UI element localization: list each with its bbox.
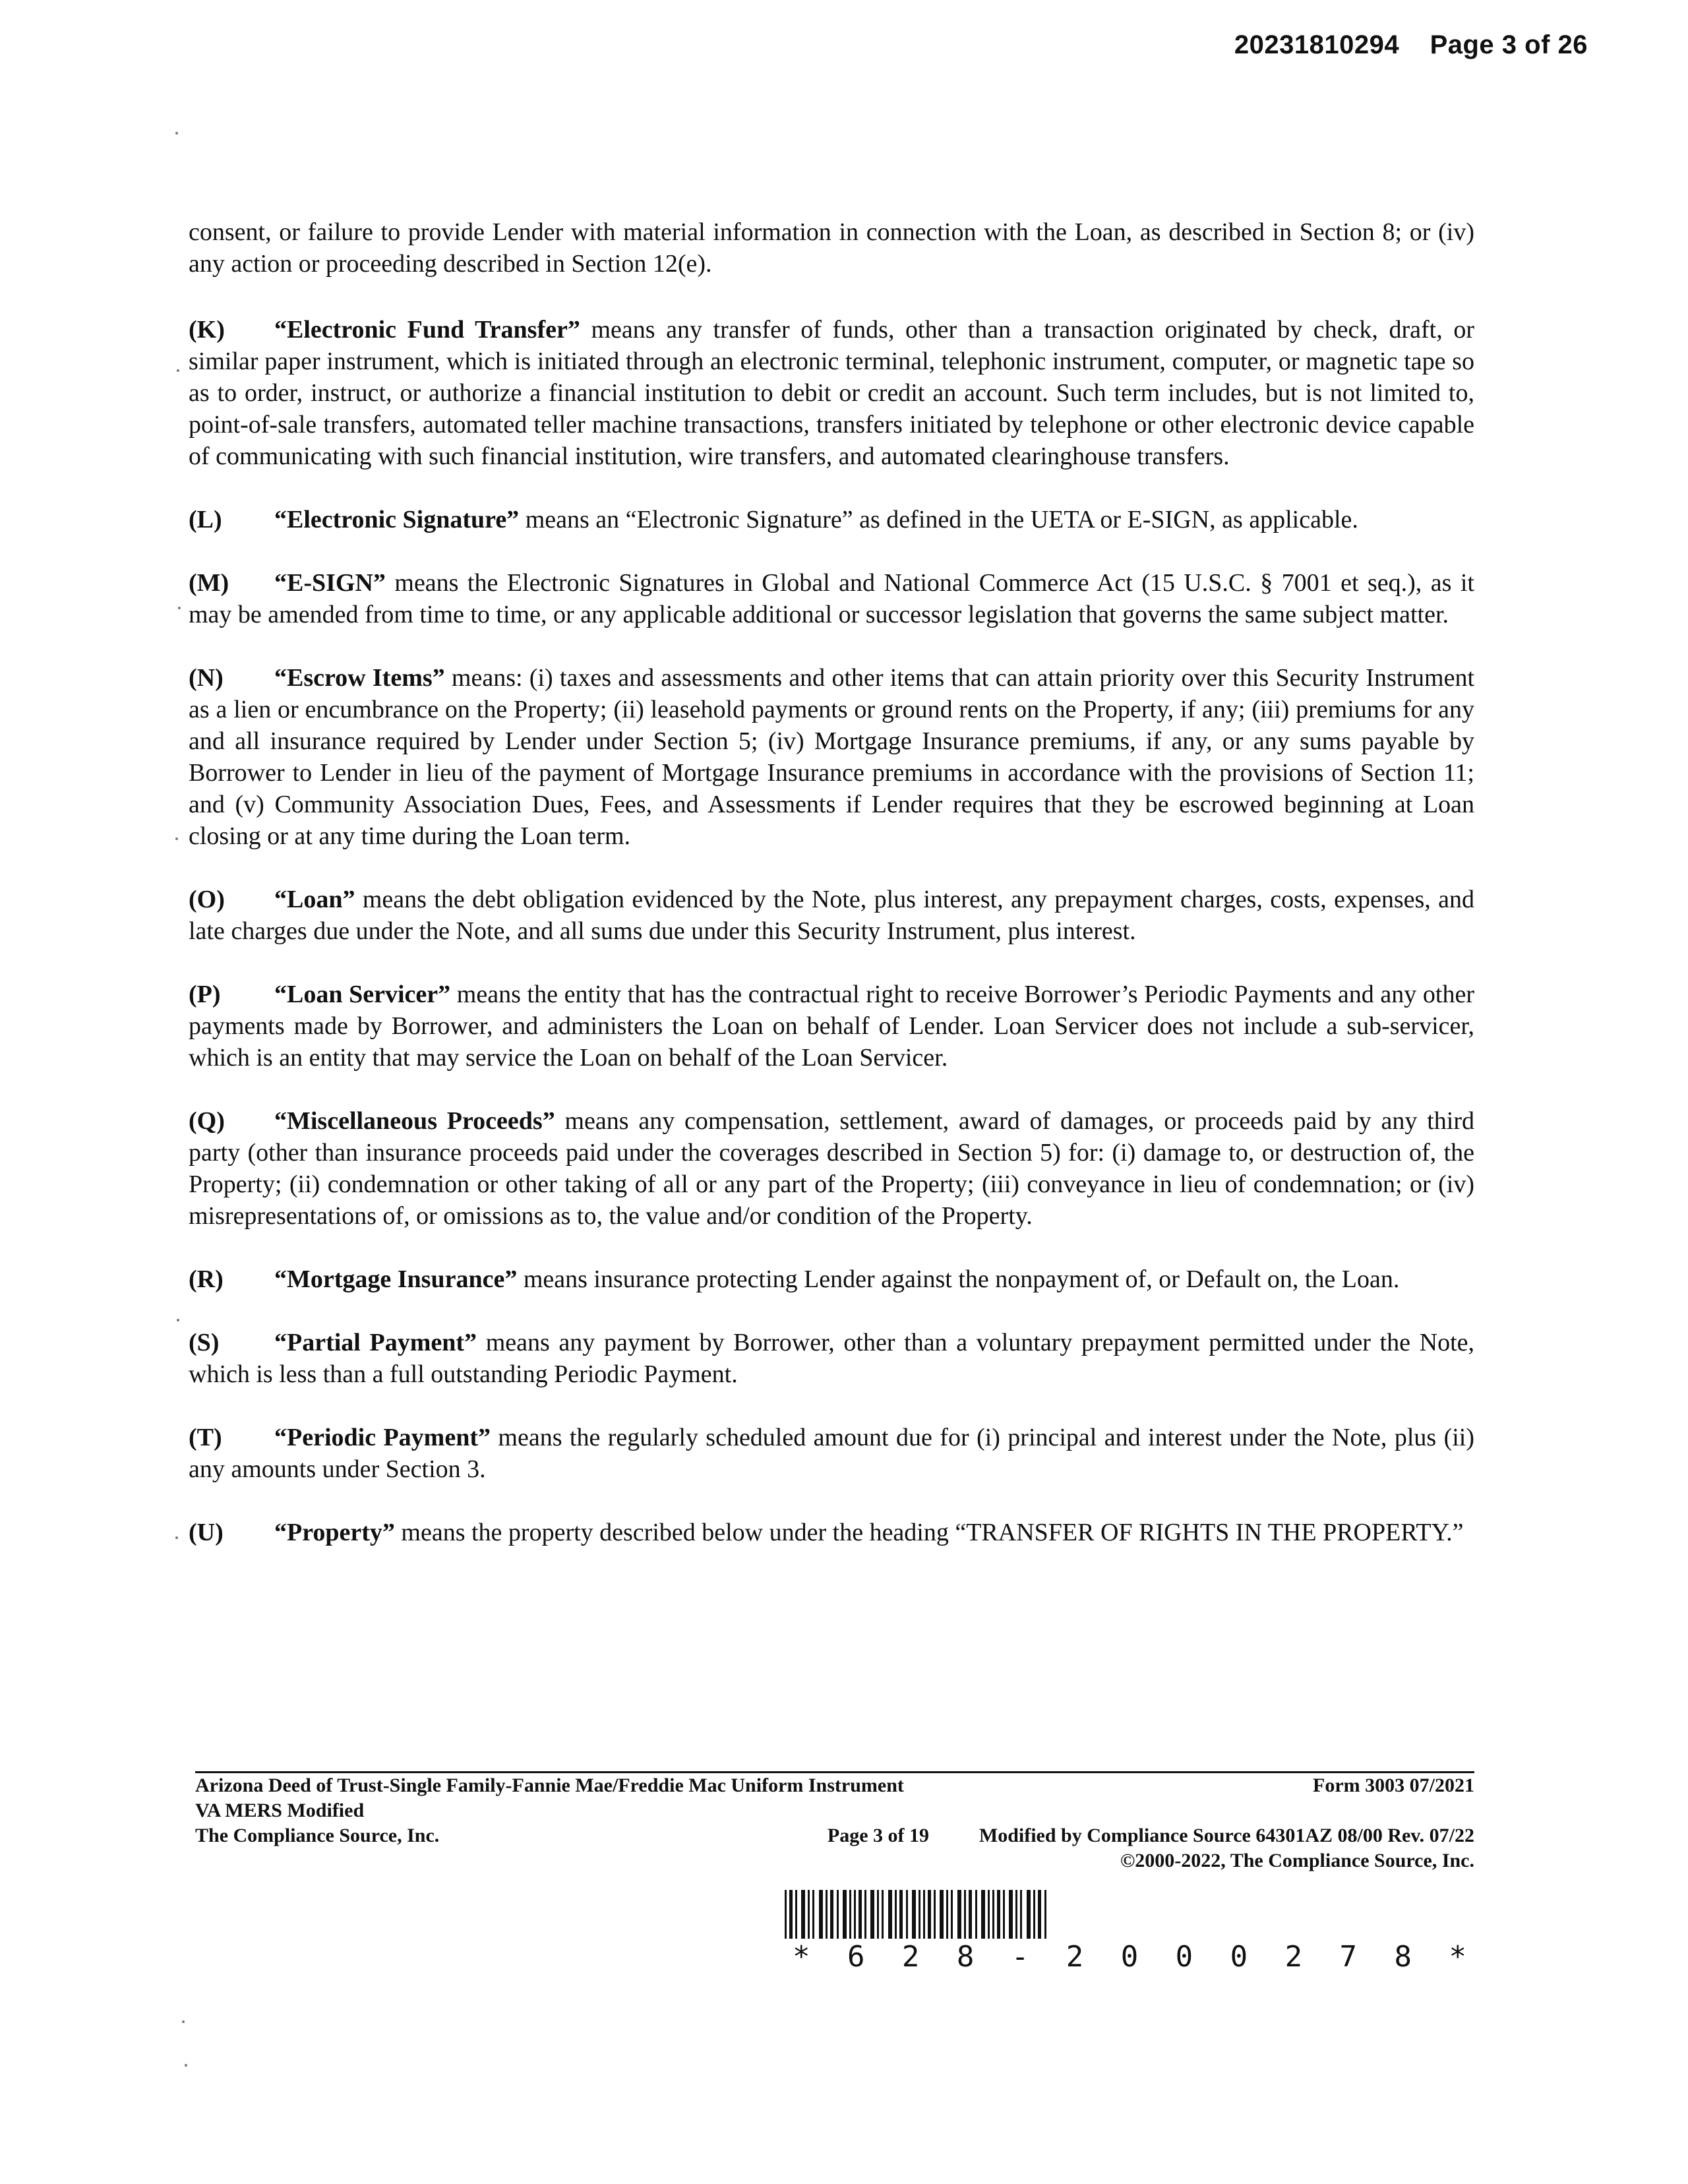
definition-term: “E-SIGN” [274,569,386,597]
definition-item [189,1327,1474,1390]
scan-speck [185,2064,187,2067]
form-title: Arizona Deed of Trust-Single Family-Fannie Mae/Freddie Mac Uniform Instrument [195,1774,904,1796]
definition-term: “Mortgage Insurance” [274,1265,518,1293]
barcode-char: 2 [1066,1940,1084,1974]
definition-letter: (N) [189,664,224,692]
barcode-bar [895,1890,897,1939]
barcode-bar [808,1890,810,1939]
barcode-bar [997,1890,1000,1939]
barcode-bar [859,1890,862,1939]
barcode-char: 8 [956,1940,975,1974]
barcode-bar [1009,1890,1013,1939]
barcode-bar [923,1890,925,1939]
definition-item [189,1517,1474,1548]
definition-text: means the Electronic Signatures in Global and National Commerce Act (15 U.S.C. § 7001 et seq.), as it may be amended from time to time, or any applicable additional or successor legislation that governs the same subject matter. [189,569,1474,628]
barcode-bar [1003,1890,1005,1939]
barcode-char: 2 [901,1940,920,1974]
barcode-bar [957,1890,961,1939]
definition-letter: (L) [189,506,222,533]
barcode-bar [785,1890,787,1939]
barcode-char: 7 [1339,1940,1358,1974]
definition-item [189,1422,1474,1485]
scan-speck [175,132,178,135]
barcode-bar [912,1890,916,1939]
barcode-bar [919,1890,920,1939]
definition-text: means: (i) taxes and assessments and other items that can attain priority over this Security Instrument as a lien or encumbrance on the Property; (ii) leasehold payments or ground rents on the Property, if any; (iii) premiums for any and all insurance required by Lender under Section 5; (iv) Mortgage Insurance premiums, if any, or any sums payable by Borrower to Lender in lieu of the payment of Mortgage Insurance premiums in accordance with the provisions of Section 11; and (v) Community Association Dues, Fees, and Assessments if Lender requires that they be escrowed beginning at Loan closing or at any time during the Loan term. [189,664,1474,850]
definition-text: means the debt obligation evidenced by the Note, plus interest, any prepayment charges, costs, expenses, and late charges due under the Note, and all sums due under this Security Instrument, plus interest. [189,886,1474,945]
definition-item [189,884,1474,947]
barcode-char: 0 [1230,1940,1248,1974]
barcode-bar [826,1890,828,1939]
barcode-bar [975,1890,977,1939]
barcode-bar [906,1890,908,1939]
definition-text: means any compensation, settlement, award of damages, or proceeds paid by any third party (other than insurance proceeds paid under the coverages described in Section 5) for: (i) damage to, or destruction of, the Property; (ii) condemnation or other taking of all or any part of the Property; (iii) conveyance in lieu of condemnation; or (iv) misrepresentations of, or omissions as to, the value and/or condition of the Property. [189,1107,1474,1230]
definition-item [189,567,1474,630]
barcode-bar [870,1890,874,1939]
barcode-bar [837,1890,839,1939]
definition-text: means the entity that has the contractual right to receive Borrower’s Periodic Payments and any other payments made by Borrower, and administers the Loan on behalf of Lender. Loan Servicer does not include a sub-servicer, which is an entity that may service the Loan on behalf of the Loan Servicer. [189,981,1474,1072]
barcode-bar [928,1890,931,1939]
document-page-number [1234,30,1588,60]
barcode-bar [849,1890,851,1939]
barcode-bar [795,1890,797,1939]
barcode-bar [812,1890,814,1939]
definition-letter: (R) [189,1265,224,1293]
barcode-bar [1033,1890,1035,1939]
definition-term: “Periodic Payment” [274,1424,491,1451]
scan-speck [175,1536,178,1539]
definition-letter: (Q) [189,1107,225,1135]
definition-item [189,1263,1474,1295]
document-body [189,216,1474,1580]
document-number: 20231810294 [1234,30,1400,59]
barcode-bar [877,1890,879,1939]
barcode-bar [1015,1890,1017,1939]
definition-text: means insurance protecting Lender against the nonpayment of, or Default on, the Loan. [517,1265,1400,1293]
footer-page-number: Page 3 of 19 [827,1825,930,1846]
barcode-bar [789,1890,793,1939]
barcode-bar [854,1890,856,1939]
definition-text: means any payment by Borrower, other than a voluntary prepayment permitted under the Note, which is less than a full outstanding Periodic Payment. [189,1329,1474,1388]
barcode-text [785,1940,1474,1974]
scan-speck [177,1319,179,1321]
definition-term: “Loan” [274,886,355,913]
definition-term: “Escrow Items” [274,664,445,692]
scan-speck [175,837,178,840]
barcode-char: * [1449,1940,1466,1974]
definition-letter: (K) [189,316,225,344]
barcode-bar [951,1890,953,1939]
modified-by: Modified by Compliance Source 64301AZ 08/00 Rev. 07/22 [979,1825,1474,1846]
barcode-bars [785,1890,1474,1939]
barcode [785,1890,1474,1974]
barcode-bar [864,1890,866,1939]
definition-text: means the property described below under the heading “TRANSFER OF RIGHTS IN THE PROPERTY.” [394,1519,1464,1546]
barcode-bar [981,1890,985,1939]
definitions-list [189,314,1474,1548]
barcode-bar [1027,1890,1031,1939]
barcode-char: 2 [1284,1940,1303,1974]
barcode-bar [1038,1890,1041,1939]
definition-text: means an “Electronic Signature” as defined in the UETA or E-SIGN, as applicable. [519,506,1358,533]
barcode-bar [940,1890,944,1939]
definition-letter: (U) [189,1519,224,1546]
definition-letter: (S) [189,1329,220,1356]
continuation-paragraph: consent, or failure to provide Lender with material information in connection with the Loan, as described in Section 8; or (iv) any action or proceeding described in Section 12(e). [189,218,1474,278]
definition-letter: (T) [189,1424,222,1451]
page-label: Page 3 of 26 [1430,30,1588,59]
barcode-bar [964,1890,966,1939]
scan-speck [177,369,179,372]
barcode-bar [992,1890,994,1939]
definition-term: “Loan Servicer” [274,981,451,1008]
barcode-bar [882,1890,884,1939]
barcode-bar [934,1890,936,1939]
barcode-bar [1044,1890,1046,1939]
definition-text: means the regularly scheduled amount due for (i) principal and interest under the Note, plus (ii) any amounts under Section 3. [189,1424,1474,1483]
definition-term: “Property” [274,1519,395,1546]
barcode-bar [843,1890,847,1939]
definition-term: “Electronic Signature” [274,506,520,533]
barcode-char: 6 [847,1940,865,1974]
definition-item [189,979,1474,1074]
barcode-char: 8 [1394,1940,1412,1974]
definition-term: “Miscellaneous Proceeds” [274,1107,555,1135]
definition-term: “Electronic Fund Transfer” [274,316,580,344]
barcode-bar [946,1890,948,1939]
definition-term: “Partial Payment” [274,1329,477,1356]
definition-item [189,504,1474,535]
form-subtitle: VA MERS Modified [195,1800,365,1821]
definition-letter: (P) [189,981,221,1008]
definition-item [189,1105,1474,1232]
definition-item [189,662,1474,852]
barcode-char: 0 [1120,1940,1139,1974]
definition-item [189,314,1474,472]
barcode-bar [899,1890,903,1939]
company-name: The Compliance Source, Inc. [195,1825,440,1846]
copyright: ©2000-2022, The Compliance Source, Inc. [1120,1850,1474,1871]
barcode-char: * [793,1940,810,1974]
definition-text: means any transfer of funds, other than a transaction originated by check, draft, or similar paper instrument, which is initiated through an electronic terminal, telephonic instrument, computer, or magnetic tape so as to order, instruct, or authorize a financial institution to debit or credit an account. Such term includes, but is not limited to, point-of-sale transfers, automated teller machine transactions, transfers initiated by telephone or other electronic device capable of communicating with such financial institution, wire transfers, and automated clearinghouse transfers. [189,316,1474,470]
barcode-bar [888,1890,892,1939]
form-number: Form 3003 07/2021 [1313,1774,1474,1796]
barcode-bar [801,1890,805,1939]
barcode-bar [819,1890,823,1939]
barcode-bar [1020,1890,1022,1939]
barcode-char: 0 [1175,1940,1193,1974]
scan-speck [182,2020,185,2023]
barcode-bar [988,1890,990,1939]
barcode-char: - [1011,1940,1029,1974]
scan-speck [178,607,181,609]
definition-letter: (O) [189,886,225,913]
barcode-bar [969,1890,972,1939]
definition-letter: (M) [189,569,229,597]
barcode-bar [830,1890,833,1939]
page-footer [195,1771,1474,1873]
